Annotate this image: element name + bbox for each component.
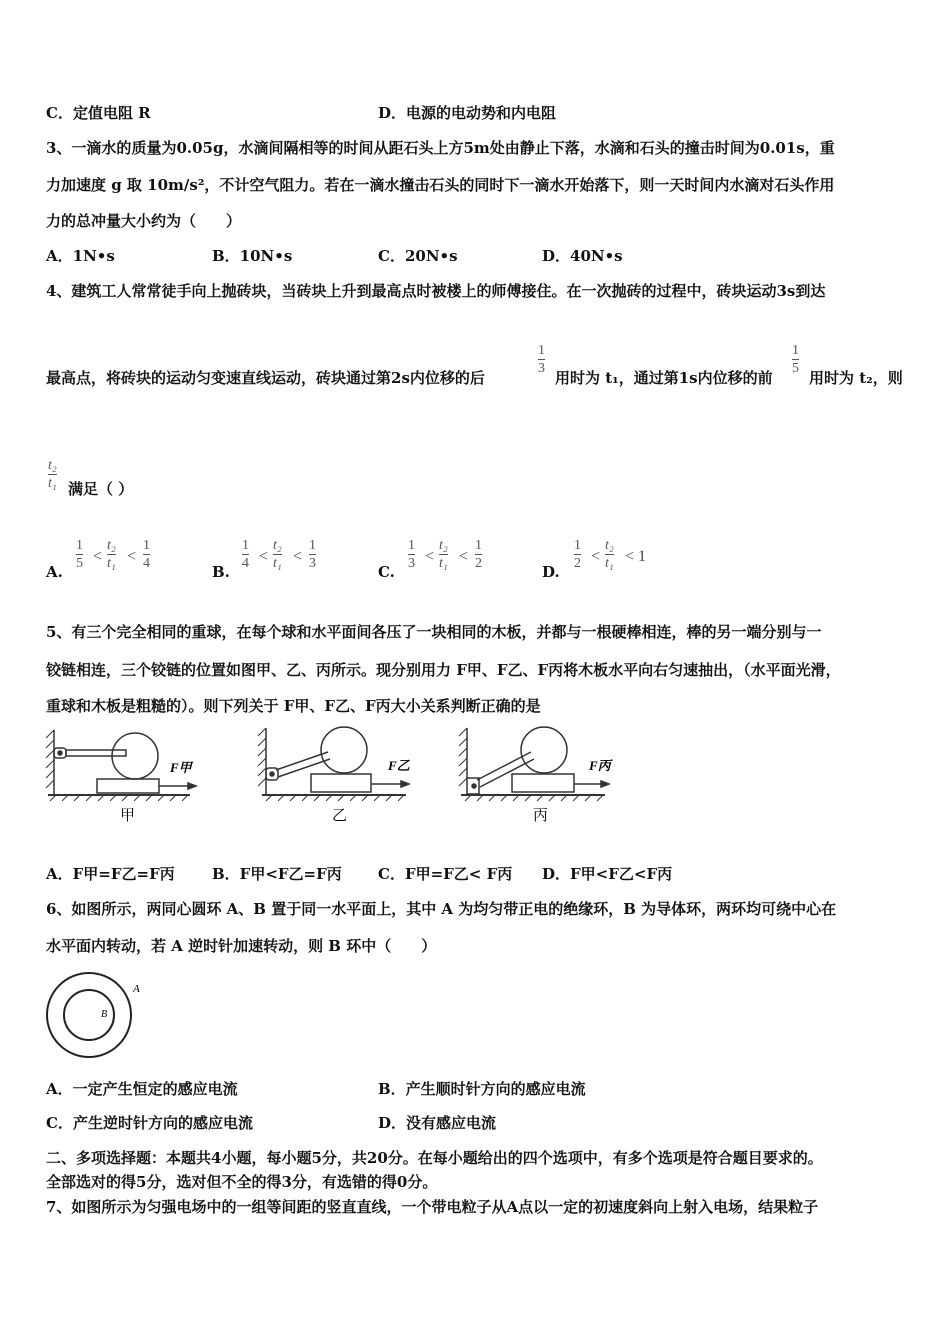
q2-option-d: D．电源的电动势和内电阻: [378, 104, 557, 122]
ring-label-a: A: [133, 983, 140, 995]
q3-option-b: B．10N•s: [212, 247, 293, 265]
q6-option-a: A．一定产生恒定的感应电流: [46, 1080, 238, 1098]
q4-a-lt2: <: [127, 548, 137, 565]
figure-bing: [455, 722, 625, 822]
q4-line2b: 用时为 t₁，通过第1s内位移的前: [555, 369, 773, 387]
q4-c-lt1: <: [425, 548, 435, 565]
q3-option-a: A．1N•s: [46, 247, 115, 265]
q4-option-c-label: C.: [378, 563, 395, 581]
q5-option-a: A．F甲=F乙=F丙: [46, 865, 175, 883]
q4-a-lt1: <: [93, 548, 103, 565]
q4-c-ratio: t₂ t₁: [439, 538, 448, 571]
q4-a-ratio: t₂ t₁: [107, 538, 116, 571]
q4-b-lt2: <: [293, 548, 303, 565]
q4-a-right: 1 4: [143, 538, 150, 571]
q4-option-a-label: A.: [46, 563, 63, 581]
q4-d-lt1: <: [591, 548, 601, 565]
figure-jia: [40, 722, 210, 822]
q4-c-lt2: <: [459, 548, 469, 565]
q6-option-d: D．没有感应电流: [378, 1114, 497, 1132]
q3-option-c: C．20N•s: [378, 247, 458, 265]
ring-label-b: B: [101, 1009, 108, 1020]
q4-option-b-label: B.: [212, 563, 230, 581]
q5-option-c: C．F甲=F乙< F丙: [378, 865, 513, 883]
q4-d-right: 1: [638, 548, 646, 565]
q4-line1: 4、建筑工人常常徒手向上抛砖块，当砖块上升到最高点时被楼上的师傅接住。在一次抛砖的过程中，砖块运动3s到达: [46, 282, 826, 300]
ring-a: [47, 973, 131, 1057]
figure-label-yi: 乙: [332, 806, 348, 822]
q4-fraction-one-third: 1 3: [538, 343, 545, 376]
q7-line1: 7、如图所示为匀强电场中的一组等间距的竖直直线，一个带电粒子从A点以一定的初速度斜向上射入电场，结果粒子: [46, 1198, 819, 1216]
q4-line2c: 用时为 t₂，则: [809, 369, 903, 387]
q4-line2a: 最高点，将砖块的运动匀变速直线运动，砖块通过第2s内位移的后: [46, 369, 485, 387]
q3-option-d: D．40N•s: [542, 247, 623, 265]
q5-option-b: B．F甲<F乙=F丙: [212, 865, 342, 883]
figure-label-bing: 丙: [533, 806, 549, 822]
figure-label-jia: 甲: [120, 806, 136, 822]
q4-ratio-t2-t1: t₂ t₁: [48, 458, 57, 491]
q2-option-c: C．定值电阻 R: [46, 104, 151, 122]
q6-option-c: C．产生逆时针方向的感应电流: [46, 1114, 253, 1132]
q3-line3: 力的总冲量大小约为（ ）: [46, 212, 242, 230]
q4-b-ratio: t₂ t₁: [273, 538, 282, 571]
section2-line1: 二、多项选择题：本题共4小题，每小题5分，共20分。在每小题给出的四个选项中，有多个选项是符合题目要求的。: [46, 1149, 823, 1167]
q4-d-lt2: <: [625, 548, 635, 565]
q3-line2: 力加速度 g 取 10m/s²，不计空气阻力。若在一滴水撞击石头的同时下一滴水开始落下，则一天时间内水滴对石头作用: [46, 176, 835, 194]
q4-a-left: 1 5: [76, 538, 83, 571]
q5-line3: 重球和木板是粗糙的）。则下列关于 F甲、F乙、F丙大小关系判断正确的是: [46, 697, 541, 715]
q3-line1: 3、一滴水的质量为0.05g，水滴间隔相等的时间从距石头上方5m处由静止下落，水滴和石头的撞击时间为0.01s，重: [46, 139, 835, 157]
q5-line2: 铰链相连，三个铰链的位置如图甲、乙、丙所示。现分别用力 F甲、F乙、F丙将木板水平向右匀速抽出，（水平面光滑，: [46, 661, 841, 679]
q6-line1: 6、如图所示，两同心圆环 A、B 置于同一水平面上，其中 A 为均匀带正电的绝缘环，B 为导体环，两环均可绕中心在: [46, 900, 837, 918]
q4-b-lt1: <: [259, 548, 269, 565]
force-label-bing: F丙: [589, 758, 611, 773]
q6-option-b: B．产生顺时针方向的感应电流: [378, 1080, 586, 1098]
force-label-yi: F乙: [388, 758, 410, 773]
q4-option-d-label: D.: [542, 563, 560, 581]
q4-b-left: 1 4: [242, 538, 249, 571]
q4-c-right: 1 2: [475, 538, 482, 571]
q4-b-right: 1 3: [309, 538, 316, 571]
section2-line2: 全部选对的得5分，选对但不全的得3分，有选错的得0分。: [46, 1173, 438, 1191]
q4-fraction-one-fifth: 1 5: [792, 343, 799, 376]
figure-concentric-rings: [44, 970, 154, 1062]
q4-d-ratio: t₂ t₁: [605, 538, 614, 571]
q5-option-d: D．F甲<F乙<F丙: [542, 865, 673, 883]
q5-line1: 5、有三个完全相同的重球，在每个球和水平面间各压了一块相同的木板，并都与一根硬棒相连，棒的另一端分别与一: [46, 623, 822, 641]
q4-c-left: 1 3: [408, 538, 415, 571]
q4-line3-tail: 满足（ ）: [68, 480, 134, 498]
force-label-jia: F甲: [170, 760, 192, 775]
q4-d-left: 1 2: [574, 538, 581, 571]
figure-yi: [256, 722, 426, 822]
q6-line2: 水平面内转动，若 A 逆时针加速转动，则 B 环中（ ）: [46, 937, 437, 955]
